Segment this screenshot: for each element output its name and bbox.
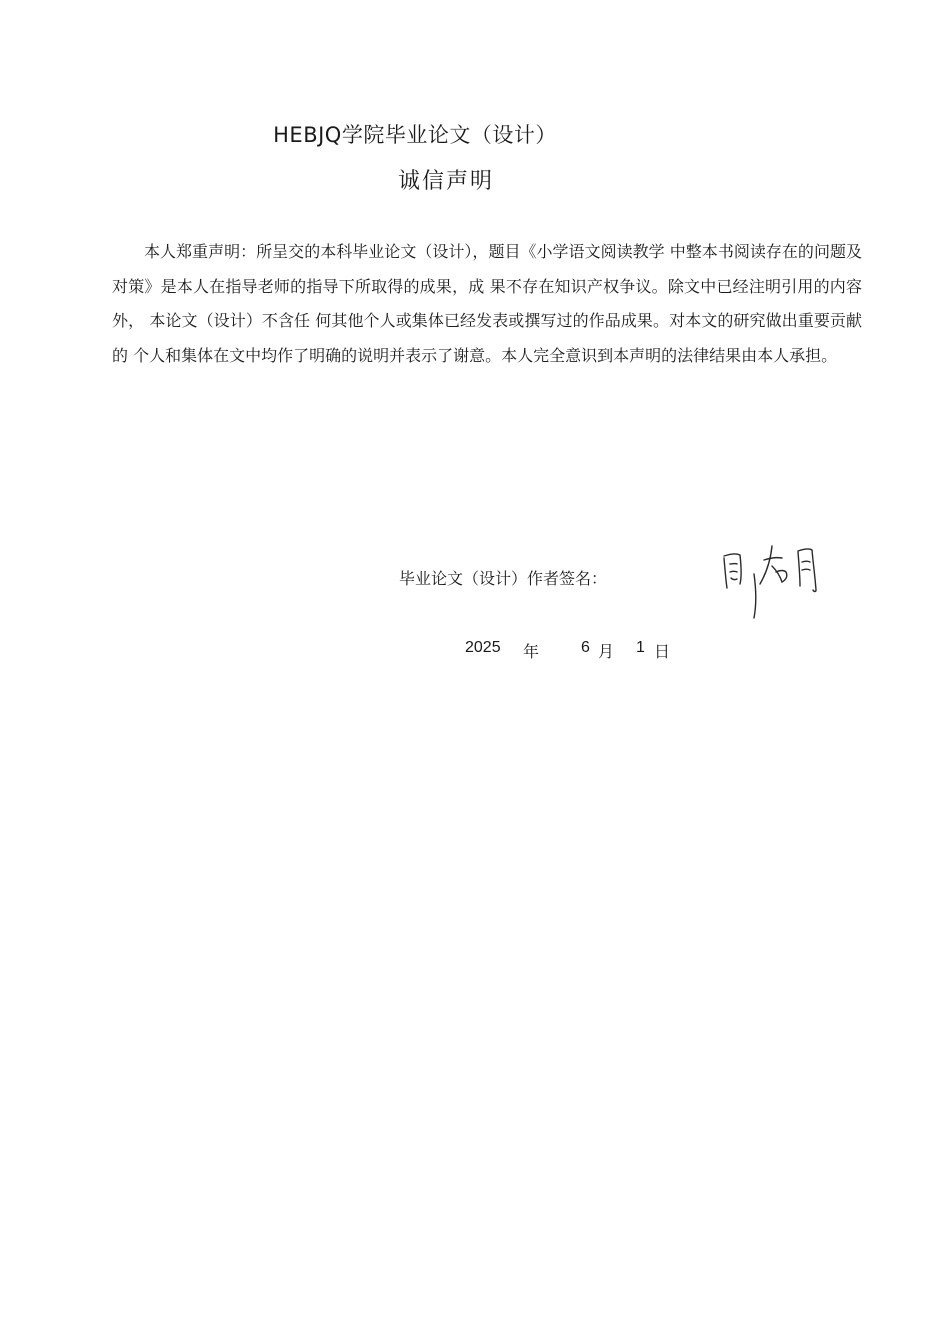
document-title: HEBJQ学院毕业论文（设计）	[273, 123, 557, 147]
declaration-paragraph: 本人郑重声明：所呈交的本科毕业论文（设计），题目《小学语文阅读教学 中整本书阅读存在的问题及对策》是本人在指导老师的指导下所取得的成果，成 果不存在知识产权争议。除文中已经注明引用的内容外， 本论文（设计）不含任 何其他个人或集体已经发表或撰写过的作品成果。对本文的研究做出重要贡献的 个人和集体在文中均作了明确的说明并表示了谢意。本人完全意识到本声明的法律结果由本人承担。	[112, 242, 862, 365]
date-day: 1	[636, 639, 645, 656]
date-month: 6	[581, 639, 590, 656]
date-day-unit: 日	[654, 642, 671, 661]
date-month-unit: 月	[598, 642, 615, 661]
signature-label: 毕业论文（设计）作者签名：	[399, 569, 608, 588]
document-subtitle: 诚信声明	[397, 169, 494, 194]
date-year: 2025	[465, 639, 501, 656]
date-year-unit: 年	[523, 642, 540, 661]
handwritten-signature	[716, 536, 836, 622]
